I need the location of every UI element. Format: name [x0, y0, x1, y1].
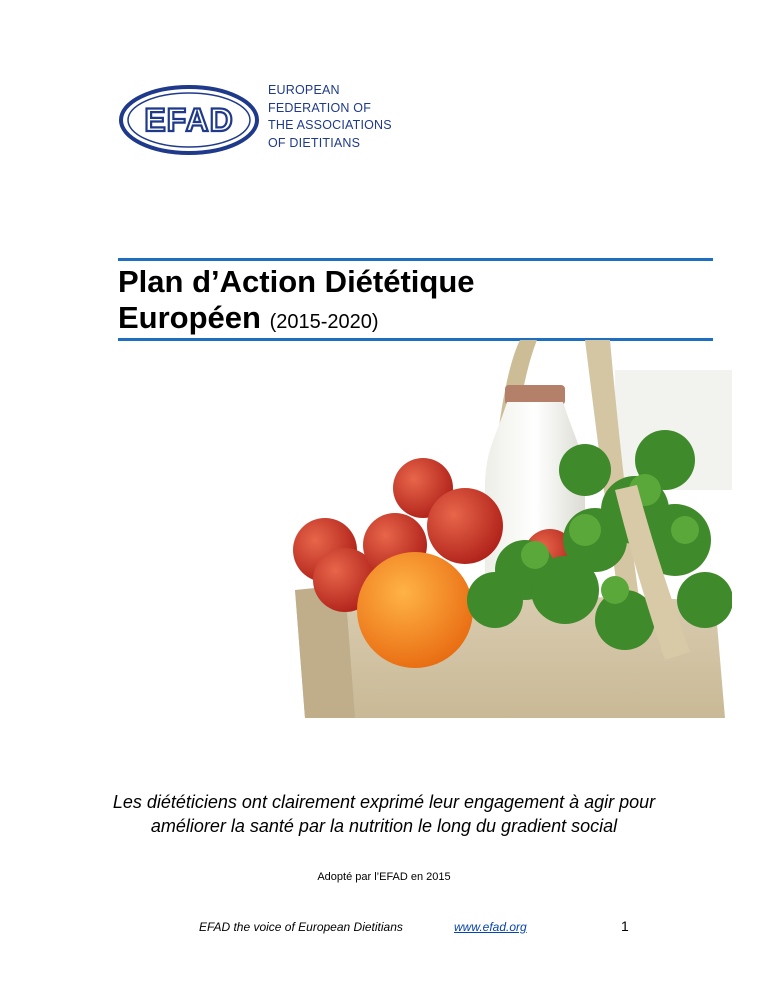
title-top-rule [118, 258, 713, 261]
title-years: (2015-2020) [269, 311, 379, 333]
adoption-note: Adopté par l’EFAD en 2015 [317, 871, 451, 883]
page-number: 1 [621, 918, 629, 934]
title-europeen: Européen [118, 300, 261, 335]
efad-emblem-icon [118, 84, 260, 156]
footer-tagline: EFAD the voice of European Dietitians [199, 920, 403, 934]
title-line-2 [118, 300, 475, 340]
logo-line: OF DIETITIANS [268, 135, 361, 150]
logo-acronym: EFAD [144, 102, 234, 138]
logo-federation-name [268, 82, 392, 152]
logo-line: EUROPEAN [268, 83, 340, 97]
footer-website-link[interactable]: www.efad.org [454, 920, 527, 934]
document-title [118, 264, 475, 340]
grocery-bag-icon [285, 340, 732, 720]
logo-line: FEDERATION OF [268, 100, 372, 115]
title-line-1: Plan d’Action Diététique [118, 264, 475, 299]
engagement-quote: Les diététiciens ont clairement exprimé leur engagement à agir pour améliorer la santé par la nutrition le long du gradient social [112, 792, 656, 836]
efad-logo [118, 82, 392, 162]
logo-line: THE ASSOCIATIONS [268, 118, 392, 132]
